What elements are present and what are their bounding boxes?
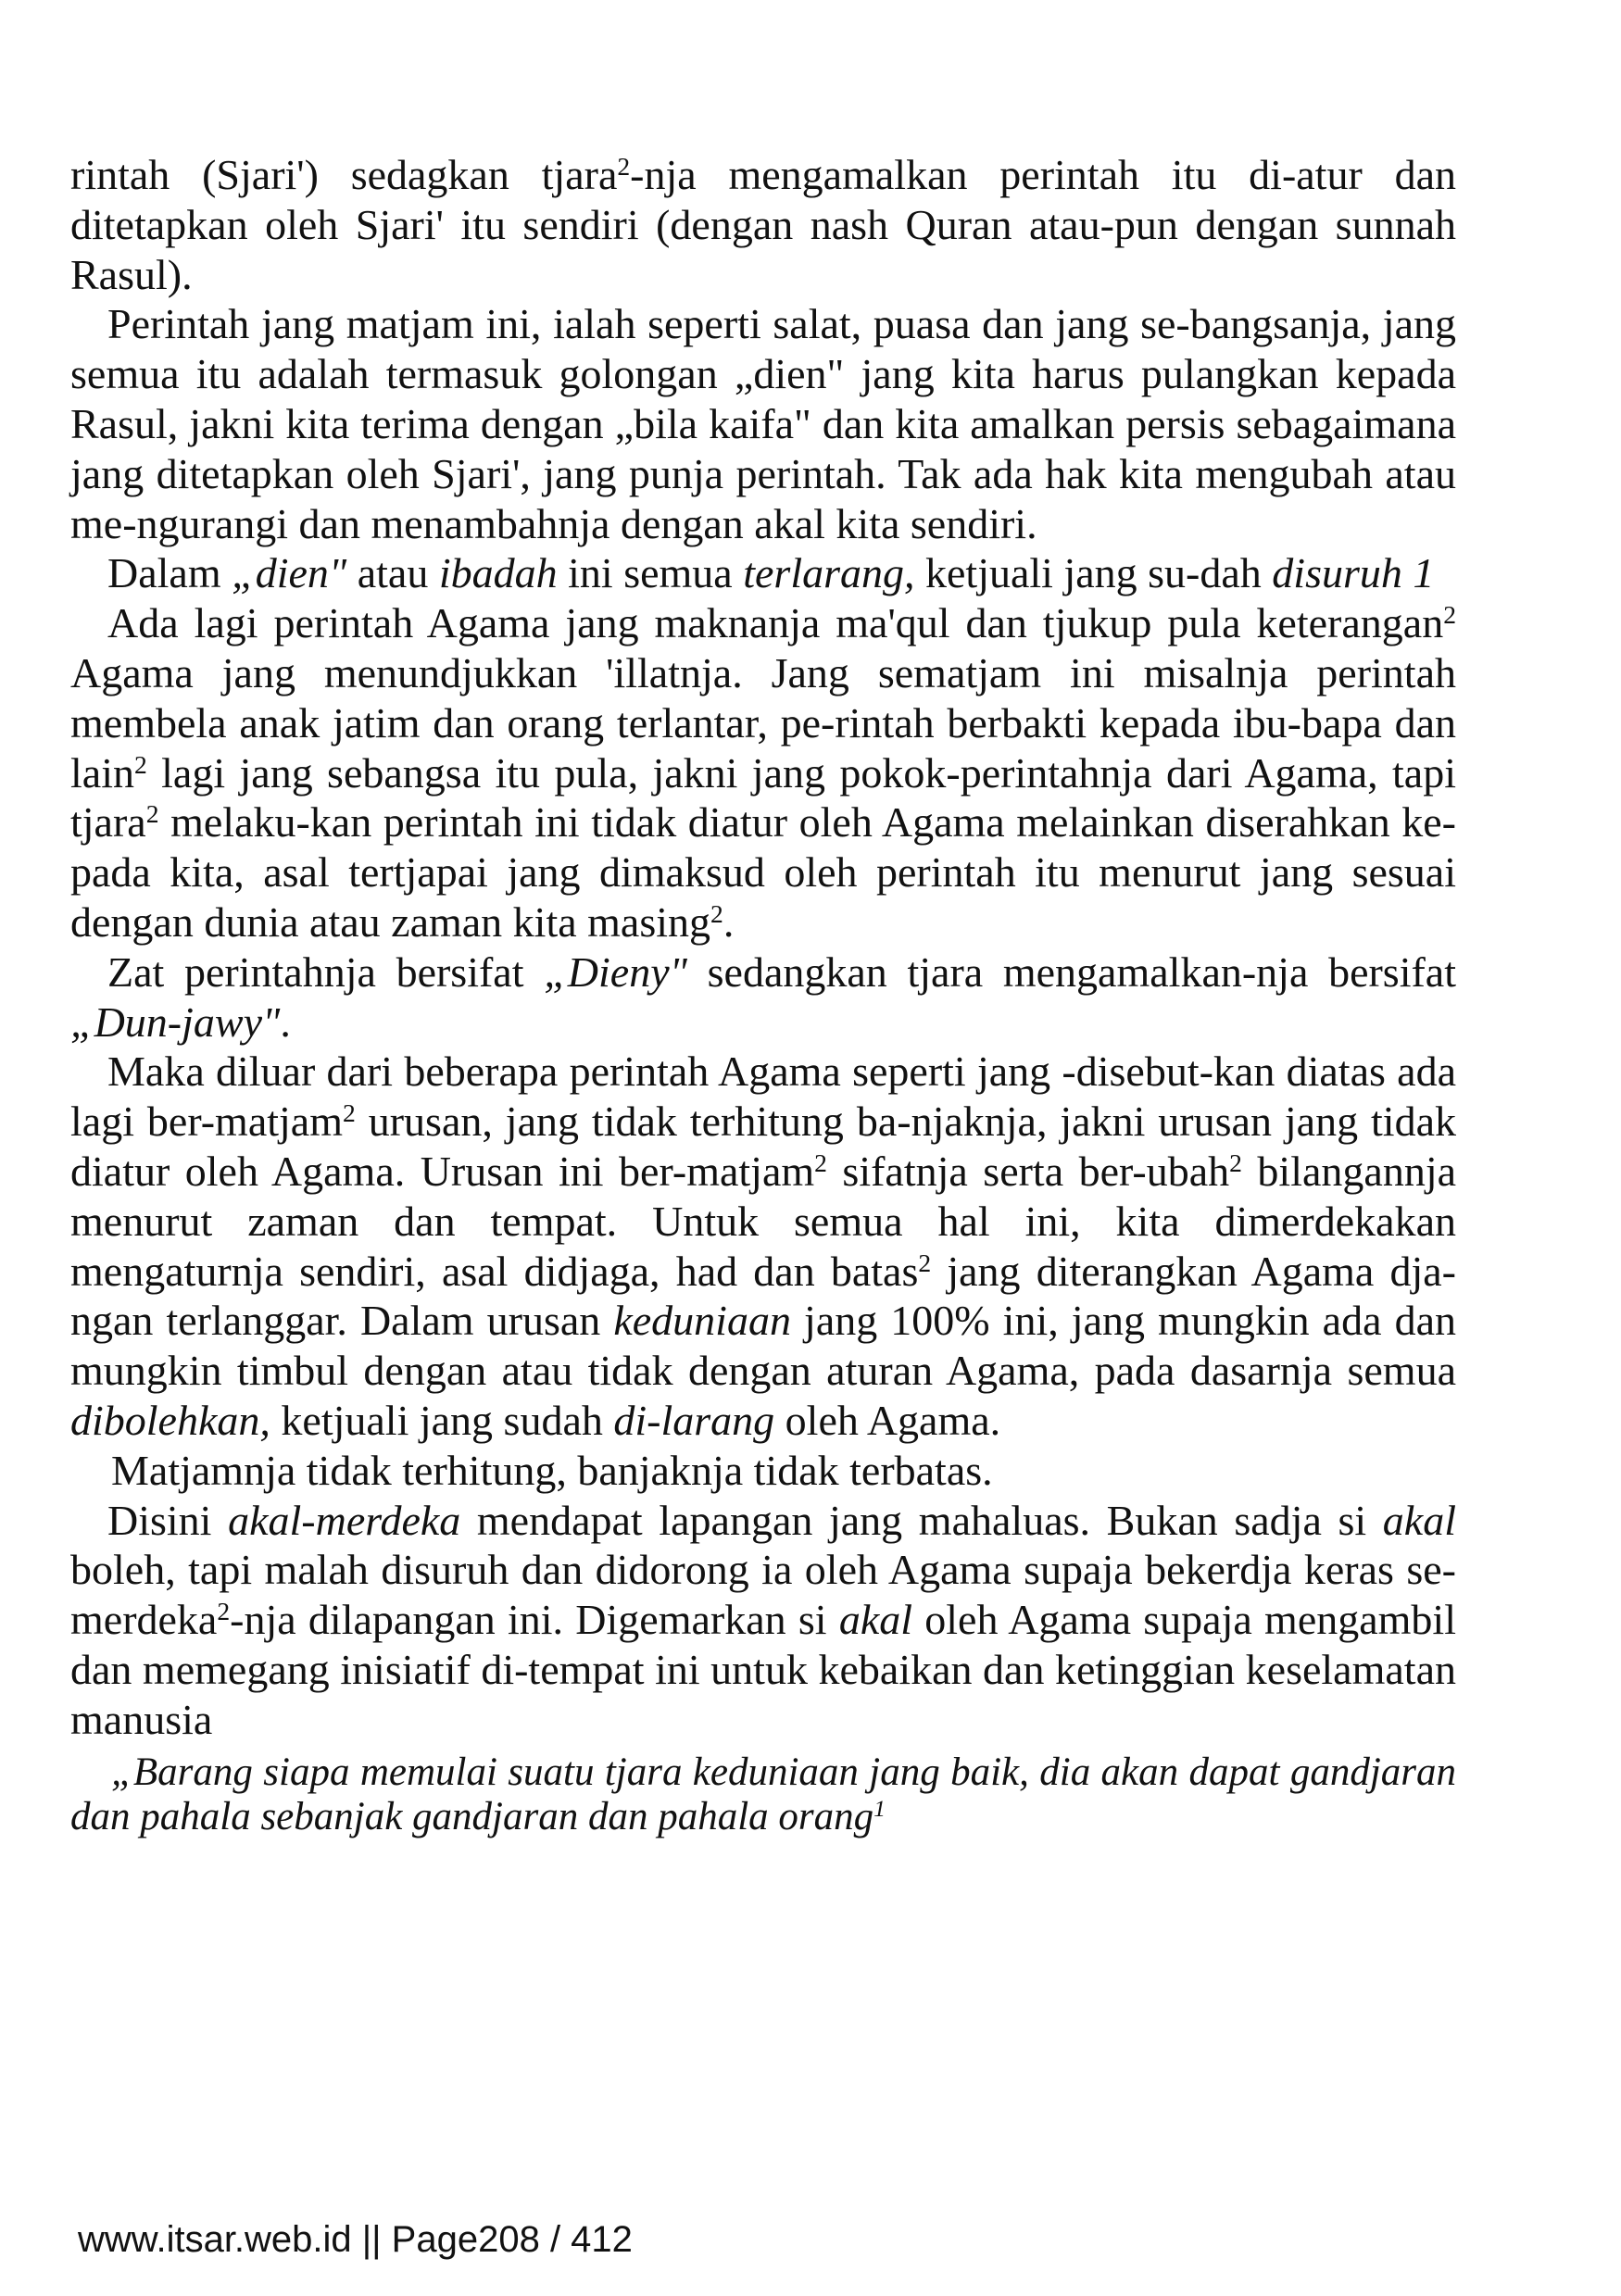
page-footer: www.itsar.web.id || Page208 / 412	[78, 2219, 633, 2260]
quote-paragraph: „Barang siapa memulai suatu tjara keduniaan jang baik, dia akan dapat gandjaran dan pahala sebanjak gandjaran dan pahala orang$^1$	[70, 1750, 1456, 1838]
paragraph-1: rintah (Sjari') sedagkan tjara$^2$-nja mengamalkan perintah itu di-atur dan ditetapkan oleh Sjari' itu sendiri (dengan nash Quran atau-pun dengan sunnah Rasul).	[70, 151, 1456, 298]
paragraph-8: Disini akal-merdeka mendapat lapangan jang mahaluas. Bukan sadja si akal boleh, tapi malah disuruh dan didorong ia oleh Agama supaja bekerdja keras se-merdeka$^2$-nja dilapangan ini. Digemarkan si akal oleh Agama supaja mengambil dan memegang inisiatif di-tempat ini untuk kebaikan dan ketinggian keselamatan manusia	[70, 1496, 1456, 1743]
paragraph-2: Perintah jang matjam ini, ialah seperti salat, puasa dan jang se-bangsanja, jang semua itu adalah termasuk golongan „dien" jang kita harus pulangkan kepada Rasul, jakni kita terima dengan „bila kaifa" dan kita amalkan persis sebagaimana jang ditetapkan oleh Sjari', jang punja perintah. Tak ada hak kita mengubah atau me-ngurangi dan menambahnja dengan akal kita sendiri.	[70, 300, 1456, 547]
paragraph-7: Matjamnja tidak terhitung, banjaknja tidak terbatas.	[111, 1446, 993, 1494]
paragraph-4: Ada lagi perintah Agama jang maknanja ma'qul dan tjukup pula keterangan$^2$ Agama jang menundjukkan 'illatnja. Jang sematjam ini misalnja perintah membela anak jatim dan orang terlantar, pe-rintah berbakti kepada ibu-bapa dan lain$^2$ lagi jang sebangsa itu pula, jakni jang pokok-perintahnja dari Agama, tapi tjara$^2$ melaku-kan perintah ini tidak diatur oleh Agama melainkan diserahkan ke-pada kita, asal tertjapai jang dimaksud oleh perintah itu menurut jang sesuai dengan dunia atau zaman kita masing$^2$.	[70, 599, 1456, 946]
body-text	[70, 150, 1456, 1839]
paragraph-5: Zat perintahnja bersifat „Dieny" sedangkan tjara mengamalkan-nja bersifat „Dun-jawy".	[70, 947, 1457, 1046]
paragraph-6: Maka diluar dari beberapa perintah Agama seperti jang -disebut-kan diatas ada lagi ber-matjam$^2$ urusan, jang tidak terhitung ba-njaknja, jakni urusan jang tidak diatur oleh Agama. Urusan ini ber-matjam$^2$ sifatnja serta ber-ubah$^2$ bilangannja menurut zaman dan tempat. Untuk semua hal ini, kita dimerdekakan mengaturnja sendiri, asal didjaga, had dan batas$^2$ jang diterangkan Agama dja-ngan terlanggar. Dalam urusan keduniaan jang 100% ini, jang mungkin ada dan mungkin timbul dengan atau tidak dengan aturan Agama, pada dasarnja semua dibolehkan, ketjuali jang sudah di-larang oleh Agama.	[70, 1048, 1457, 1444]
paragraph-3: Dalam „dien" atau ibadah ini semua terlarang, ketjuali jang su-dah disuruh 1	[107, 549, 1435, 597]
